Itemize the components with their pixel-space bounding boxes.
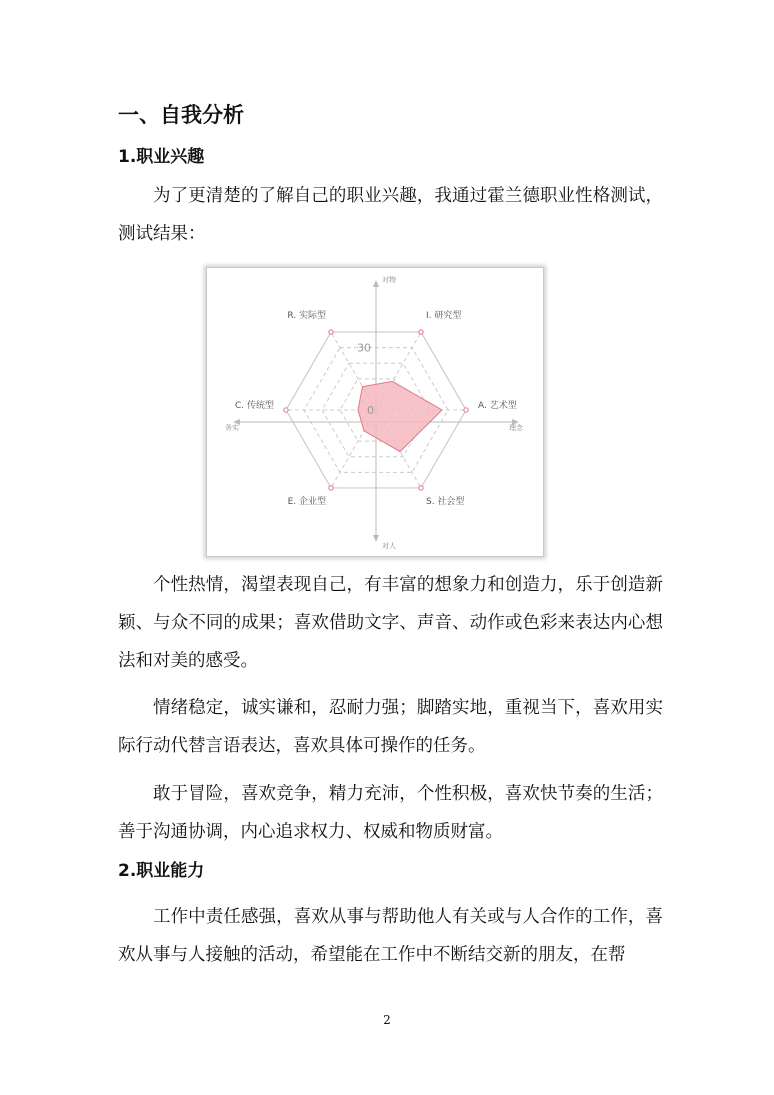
radar-vertex-marker-5 [284,408,288,412]
axis-end-label-top: 对物 [382,276,396,284]
axis-end-label-left: 务实 [225,424,239,432]
axis-arrow-top-icon [373,280,379,287]
intro-paragraph: 为了更清楚的了解自己的职业兴趣，我通过霍兰德职业性格测试，测试结果： [118,186,663,244]
radar-vertex-marker-3 [419,486,423,490]
subsection-title-interest: 1.职业兴趣 [118,147,205,167]
radar-vertex-marker-0 [329,330,333,334]
axis-arrow-bottom-icon [373,535,379,542]
page-number: 2 [383,1013,391,1027]
radar-axis-label-0: R. 实际型 [287,311,326,322]
paragraph-artistic: 个性热情，渴望表现自己，有丰富的想象力和创造力，乐于创造新颖、与众不同的成果；喜欢借助文字、声音、动作或色彩来表达内心想法和对美的感受。 [118,575,663,671]
paragraph-enterprising: 敢于冒险，喜欢竞争，精力充沛，个性积极，喜欢快节奏的生活；善于沟通协调，内心追求权力、权威和物质财富。 [118,784,663,842]
radar-min-label: 0 [367,404,374,417]
radar-axis-label-4: E. 企业型 [287,496,326,507]
subsection-title-ability: 2.职业能力 [118,861,205,881]
paragraph-ability: 工作中责任感强，喜欢从事与帮助他人有关或与人合作的工作，喜欢从事与人接触的活动，希望能在工作中不断结交新的朋友，在帮 [118,907,663,965]
radar-axis-label-2: A. 艺术型 [478,401,517,411]
holland-radar-chart [206,267,544,557]
radar-axis-label-1: I. 研究型 [426,311,462,322]
radar-vertex-marker-4 [329,486,333,490]
axis-end-label-right: 理念 [509,424,523,432]
radar-axis-label-5: C. 传统型 [234,401,274,411]
section-title: 一、自我分析 [118,103,244,127]
radar-vertex-marker-1 [419,330,423,334]
axis-end-label-bottom: 对人 [382,542,396,550]
radar-vertex-marker-2 [464,408,468,412]
radar-axis-label-3: S. 社会型 [426,496,465,507]
radar-max-label: 30 [357,341,371,355]
paragraph-realistic: 情绪稳定，诚实谦和，忍耐力强；脚踏实地，重视当下，喜欢用实际行动代替言语表达，喜欢具体可操作的任务。 [118,698,663,756]
radar-chart-svg [207,268,543,556]
